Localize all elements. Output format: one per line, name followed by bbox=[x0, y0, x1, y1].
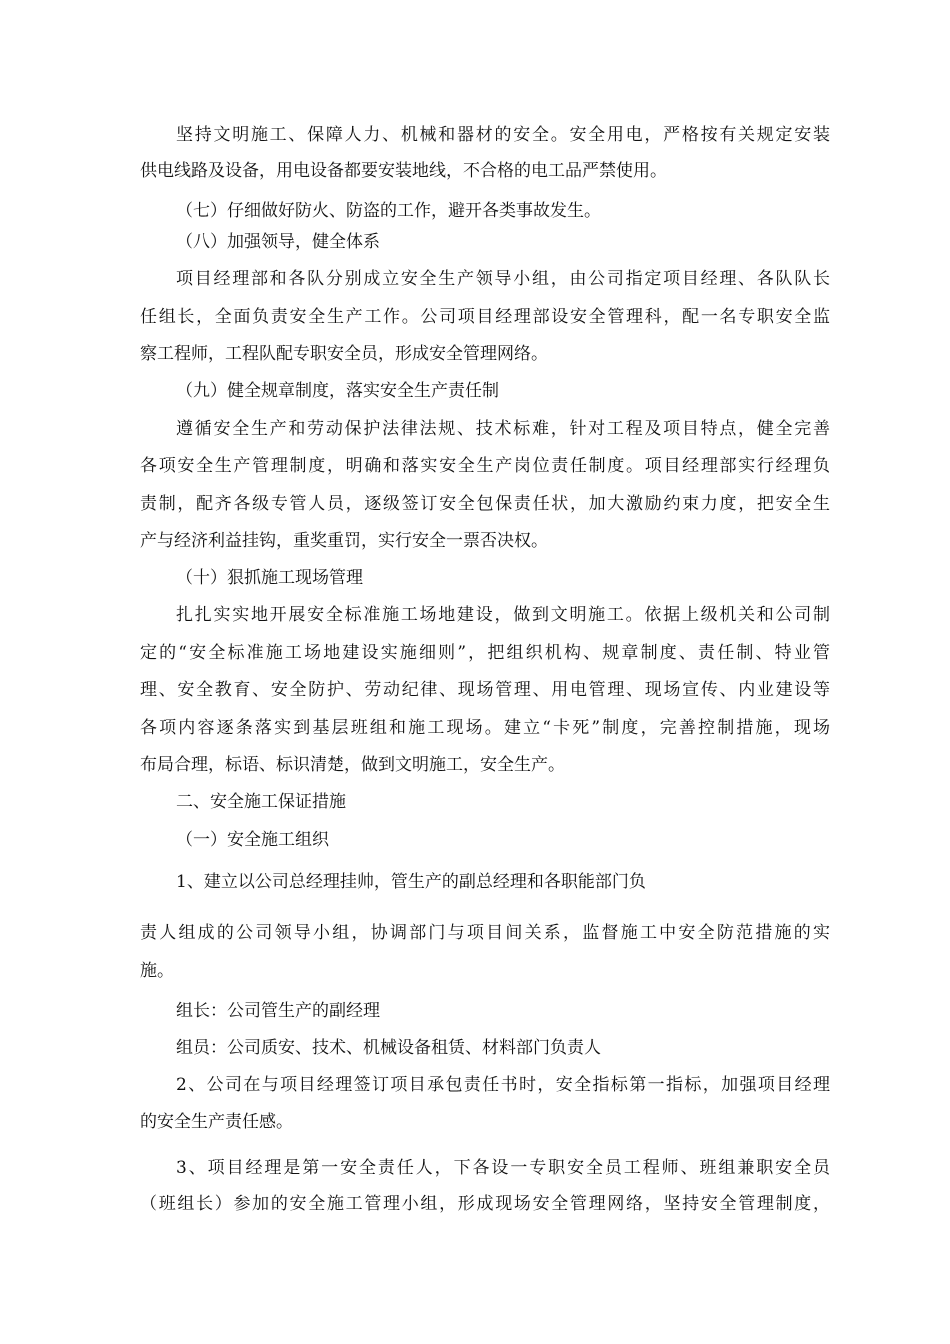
text-line: 坚持文明施工、保障人力、机械和器材的安全。安全用电，严格按有关规定安装 bbox=[176, 125, 830, 145]
text-line: 的安全生产责任感。 bbox=[140, 1112, 293, 1132]
text-line: 组长：公司管生产的副经理 bbox=[176, 1001, 380, 1021]
text-line: 2、公司在与项目经理签订项目承包责任书时，安全指标第一指标，加强项目经理 bbox=[176, 1075, 830, 1095]
section-heading: （一）安全施工组织 bbox=[176, 830, 329, 850]
text-line: 1、建立以公司总经理挂帅，管生产的副总经理和各职能部门负 bbox=[176, 872, 646, 892]
section-heading: （十）狠抓施工现场管理 bbox=[176, 568, 363, 588]
section-heading: （八）加强领导，健全体系 bbox=[176, 232, 380, 252]
section-heading: （九）健全规章制度，落实安全生产责任制 bbox=[176, 381, 499, 401]
text-line: 产与经济利益挂钩，重奖重罚，实行安全一票否决权。 bbox=[140, 531, 548, 551]
text-line: 施。 bbox=[140, 961, 174, 981]
text-line: 3、项目经理是第一安全责任人，下各设一专职安全员工程师、班组兼职安全员 bbox=[176, 1158, 830, 1178]
text-line: 任组长，全面负责安全生产工作。公司项目经理部设安全管理科，配一名专职安全监 bbox=[140, 307, 830, 327]
text-line: 组员：公司质安、技术、机械设备租赁、材料部门负责人 bbox=[176, 1038, 601, 1058]
section-heading: （七）仔细做好防火、防盗的工作，避开各类事故发生。 bbox=[176, 201, 601, 221]
text-line: 项目经理部和各队分别成立安全生产领导小组，由公司指定项目经理、各队队长 bbox=[176, 269, 830, 289]
text-line: 责制，配齐各级专管人员，逐级签订安全包保责任状，加大激励约束力度，把安全生 bbox=[140, 494, 830, 514]
text-line: 理、安全教育、安全防护、劳动纪律、现场管理、用电管理、现场宣传、内业建设等 bbox=[140, 680, 830, 700]
text-line: 扎扎实实地开展安全标准施工场地建设，做到文明施工。依据上级机关和公司制 bbox=[176, 605, 830, 625]
text-line: 供电线路及设备，用电设备都要安装地线，不合格的电工品严禁使用。 bbox=[140, 161, 667, 181]
text-line: （班组长）参加的安全施工管理小组，形成现场安全管理网络，坚持安全管理制度， bbox=[140, 1194, 830, 1214]
text-line: 察工程师，工程队配专职安全员，形成安全管理网络。 bbox=[140, 344, 548, 364]
text-line: 布局合理，标语、标识清楚，做到文明施工，安全生产。 bbox=[140, 755, 565, 775]
text-line: 各项安全生产管理制度，明确和落实安全生产岗位责任制度。项目经理部实行经理负 bbox=[140, 456, 830, 476]
text-line: 定的“安全标准施工场地建设实施细则”，把组织机构、规章制度、责任制、特业管 bbox=[140, 643, 830, 663]
text-line: 各项内容逐条落实到基层班组和施工现场。建立“卡死”制度，完善控制措施，现场 bbox=[140, 718, 830, 738]
section-heading: 二、安全施工保证措施 bbox=[176, 792, 346, 812]
text-line: 责人组成的公司领导小组，协调部门与项目间关系，监督施工中安全防范措施的实 bbox=[140, 923, 830, 943]
text-line: 遵循安全生产和劳动保护法律法规、技术标难，针对工程及项目特点，健全完善 bbox=[176, 419, 830, 439]
